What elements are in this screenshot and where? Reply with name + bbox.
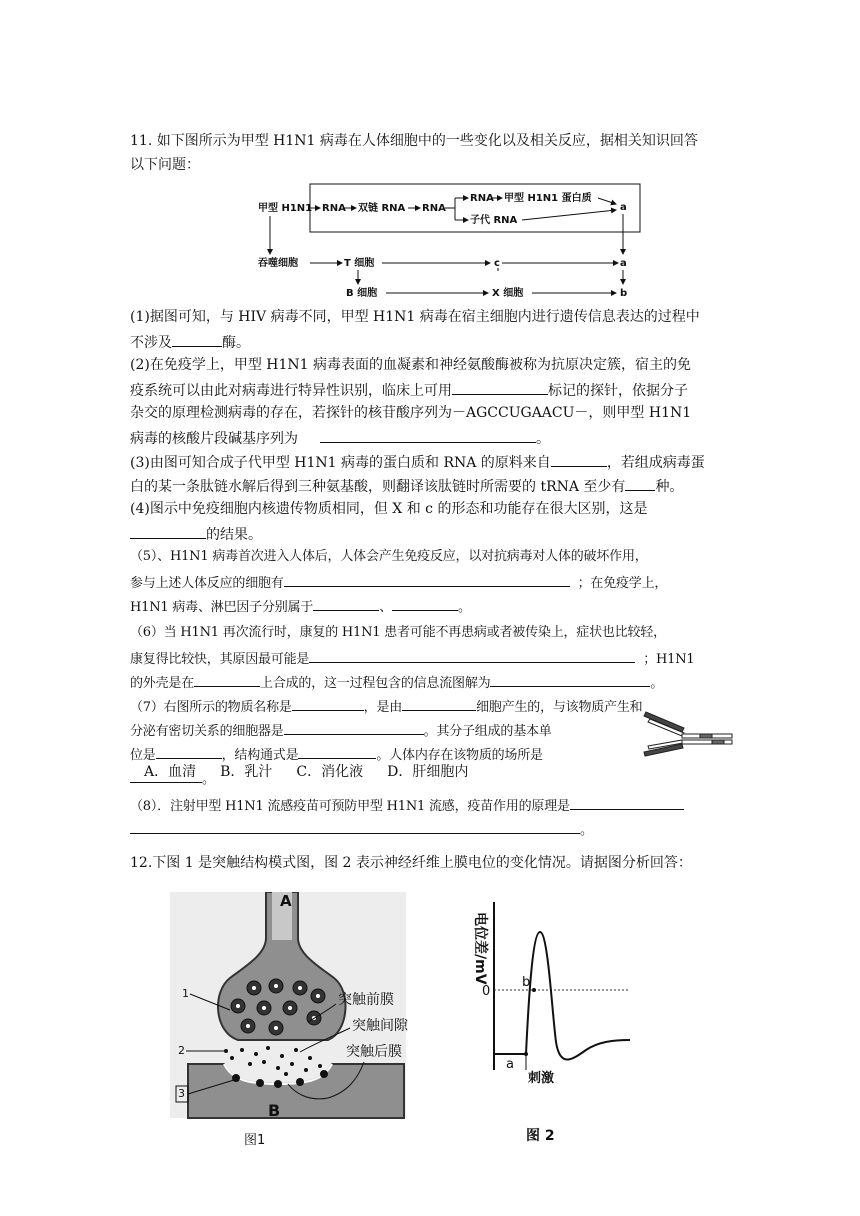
text: ；在免疫学上， [577, 576, 668, 591]
label-postsynaptic: 突触后膜 [346, 1044, 402, 1060]
option-d[interactable]: D．肝细胞内 [387, 764, 469, 780]
answer-blank[interactable] [284, 571, 570, 587]
text: 。 [202, 772, 215, 787]
text: ；H1N1 [643, 652, 695, 667]
q11-p1-line2 [130, 331, 734, 353]
q12-intro: 12.下图 1 是突触结构模式图，图 2 表示神经纤维上膜电位的变化情况。请据图分析回答： [130, 855, 692, 871]
text: 。 [650, 676, 664, 691]
answer-blank[interactable] [172, 331, 222, 347]
q11-p5-line2 [130, 571, 734, 594]
node-b-cell: B 细胞 [346, 288, 378, 299]
answer-blank[interactable] [625, 475, 655, 491]
text: 上合成的，这一过程包含的信息流图解为 [260, 676, 491, 691]
answer-blank[interactable] [292, 695, 364, 711]
node-t-cell: T 细胞 [344, 258, 375, 269]
text: 种。 [655, 479, 684, 495]
node-protein: 甲型 H1N1 蛋白质 [504, 193, 592, 204]
text: 、 [379, 600, 392, 615]
text: 。 [580, 823, 593, 838]
text: 的结果。 [206, 527, 262, 543]
option-a[interactable]: A．血清 [144, 764, 197, 780]
antibody-figure [642, 710, 734, 758]
label-3: 3 [178, 1087, 185, 1100]
text: ，结构通式是 [221, 748, 299, 763]
q11-p1-line1: (1)据图可知，与 HIV 病毒不同，甲型 H1N1 病毒在宿主细胞内进行遗传信息表达的过程中 [130, 309, 700, 325]
text: 康复得比较快，其原因最可能是 [130, 652, 310, 667]
node-ds-rna: 双链 RNA [358, 203, 406, 214]
q11-p3-line2 [130, 475, 734, 497]
answer-blank[interactable] [490, 671, 650, 687]
q11-p2-line1: (2)在免疫学上，甲型 H1N1 病毒表面的血凝素和神经氨酸酶被称为抗原决定簇，宿主的免 [130, 357, 692, 373]
answer-blank[interactable] [402, 695, 476, 711]
zero-label: 0 [482, 984, 491, 999]
text: ，是由 [363, 700, 403, 715]
q11-p6-line1: （6）当 H1N1 再次流行时，康复的 H1N1 患者可能不再患病或者被传染上，症状也比较轻， [130, 625, 666, 640]
node-virus: 甲型 H1N1 [258, 203, 313, 214]
text: 疫系统可以由此对病毒进行特异性识别，临床上可用 [130, 383, 452, 399]
label-a: A [280, 892, 292, 910]
q11-p2-line4 [130, 427, 734, 449]
synapse-figure [168, 892, 408, 1154]
caption-figure-1: 图1 [244, 1133, 266, 1148]
node-b: b [620, 288, 628, 299]
text: 。 [536, 431, 550, 447]
node-x-cell: X 细胞 [492, 288, 524, 299]
label-1: 1 [182, 987, 189, 1000]
node-rna3: RNA [470, 193, 494, 204]
answer-blank[interactable] [130, 818, 580, 834]
label-2: 2 [178, 1044, 185, 1057]
text: 。人体内存在该物质的场所是 [376, 748, 543, 763]
h1n1-flow-diagram [240, 180, 650, 302]
option-b[interactable]: B．乳汁 [220, 764, 273, 780]
option-c[interactable]: C．消化液 [296, 764, 364, 780]
caption-figure-2: 图 2 [526, 1128, 555, 1144]
text: ，若组成病毒蛋 [606, 455, 705, 471]
node-phagocyte: 吞噬细胞 [258, 258, 298, 269]
q11-p5-line1: （5）、H1N1 病毒首次进入人体后，人体会产生免疫反应，以对抗病毒对人体的破坏作用， [130, 549, 648, 564]
text: 分泌有密切关系的细胞器是 [130, 724, 284, 739]
y-axis-label: 电位差/mV [472, 912, 488, 985]
q11-p6-line3 [130, 671, 734, 694]
text: 酶。 [222, 335, 250, 351]
text: （7）右图所示的物质名称是 [130, 700, 292, 715]
q11-p2-line2 [130, 379, 734, 401]
node-child-rna: 子代 RNA [470, 215, 518, 226]
text: (3)由图可知合成子代甲型 H1N1 病毒的蛋白质和 RNA 的原料来自 [130, 455, 551, 471]
q11-p4-line2 [130, 523, 734, 545]
answer-blank[interactable] [130, 523, 206, 539]
q11-options [144, 762, 748, 782]
answer-blank[interactable] [156, 743, 222, 759]
text: 参与上述人体反应的细胞有 [130, 576, 284, 591]
q11-p5-line3 [130, 595, 734, 618]
label-b: B [268, 1101, 281, 1120]
point-a-label: a [506, 1057, 514, 1072]
point-b-label: b [522, 975, 531, 990]
text: 病毒的核酸片段碱基序列为 [130, 431, 298, 447]
answer-blank[interactable] [284, 719, 424, 735]
node-rna1: RNA [322, 203, 346, 214]
answer-blank[interactable] [570, 794, 684, 810]
answer-blank[interactable] [309, 647, 635, 663]
answer-blank[interactable] [194, 671, 260, 687]
text: 。 [458, 600, 471, 615]
node-rna2: RNA [422, 203, 446, 214]
text: 位是 [130, 748, 156, 763]
text: 细胞产生的，与该物质产生和 [476, 700, 643, 715]
q11-p6-line2 [130, 647, 734, 670]
text: （8）．注射甲型 H1N1 流感疫苗可预防甲型 H1N1 流感，疫苗作用的原理是 [130, 799, 570, 814]
text: 的外壳是在 [130, 676, 195, 691]
text: 白的某一条肽链水解后得到三种氨基酸，则翻译该肽链时所需要的 tRNA 至少有 [130, 479, 626, 495]
node-a-top: a [620, 202, 627, 213]
q11-p3-line1 [130, 451, 734, 473]
node-c: c [494, 258, 500, 269]
label-presynaptic: 突触前膜 [338, 992, 394, 1008]
label-cleft: 突触间隙 [352, 1018, 408, 1034]
answer-blank[interactable] [298, 743, 376, 759]
answer-blank[interactable] [313, 595, 379, 611]
q11-p8-line1 [130, 794, 734, 817]
q11-intro-line2: 以下问题： [130, 157, 200, 173]
text: 不涉及 [130, 335, 172, 351]
text: 。其分子组成的基本单 [423, 724, 552, 739]
answer-blank[interactable] [392, 595, 458, 611]
text: 标记的探针，依据分子 [548, 383, 688, 399]
node-a-mid: a [620, 258, 627, 269]
answer-blank[interactable] [452, 379, 548, 395]
stimulus-label: 刺激 [528, 1071, 555, 1086]
membrane-potential-figure [460, 892, 640, 1154]
q11-p4-line1: (4)图示中免疫细胞内核遗传物质相同，但 X 和 c 的形态和功能存在很大区别，这是 [130, 501, 648, 517]
text: H1N1 病毒、淋巴因子分别属于 [130, 600, 314, 615]
q11-p8-line2 [130, 818, 734, 841]
q11-p2-line3: 杂交的原理检测病毒的存在，若探针的核苷酸序列为－AGCCUGAACU－，则甲型 H1N1 [130, 405, 692, 421]
answer-blank[interactable] [320, 427, 536, 443]
q11-intro-line1: 11. 如下图所示为甲型 H1N1 病毒在人体细胞中的一些变化以及相关反应，据相关知识回答 [130, 133, 698, 149]
answer-blank[interactable] [551, 451, 607, 467]
